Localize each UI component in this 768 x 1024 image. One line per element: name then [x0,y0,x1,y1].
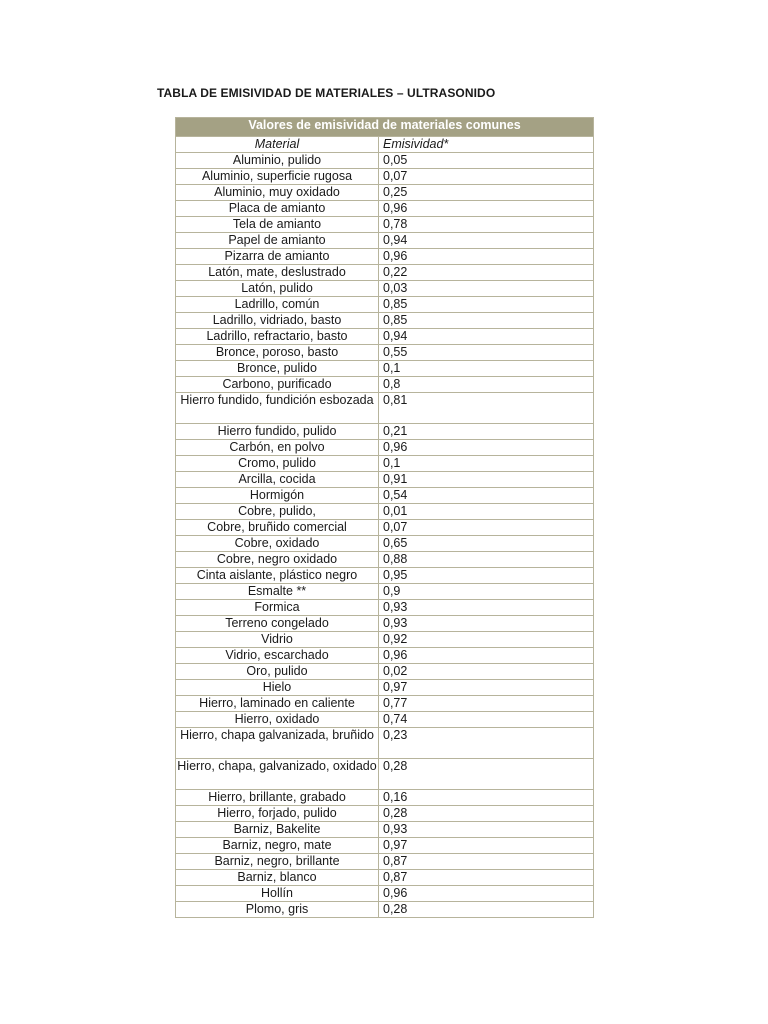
material-cell: Hormigón [176,488,379,504]
emissivity-cell: 0,88 [379,552,594,568]
emissivity-cell: 0,91 [379,472,594,488]
table-row [176,329,594,345]
emissivity-cell: 0,9 [379,584,594,600]
header-emissivity: Emisividad* [379,137,594,153]
emissivity-cell: 0,92 [379,632,594,648]
table-row [176,217,594,233]
table-row [176,616,594,632]
material-cell: Papel de amianto [176,233,379,249]
emissivity-cell: 0,02 [379,664,594,680]
material-cell: Aluminio, pulido [176,153,379,169]
emissivity-cell: 0,77 [379,696,594,712]
emissivity-cell: 0,95 [379,568,594,584]
material-cell: Pizarra de amianto [176,249,379,265]
table-row [176,297,594,313]
emissivity-cell: 0,22 [379,265,594,281]
table-row [176,377,594,393]
table-row [176,393,594,424]
table-row [176,313,594,329]
document-title: TABLA DE EMISIVIDAD DE MATERIALES – ULTRASONIDO [157,86,496,100]
emissivity-cell: 0,28 [379,759,594,790]
material-cell: Latón, pulido [176,281,379,297]
emissivity-cell: 0,16 [379,790,594,806]
material-cell: Cromo, pulido [176,456,379,472]
material-cell: Ladrillo, refractario, basto [176,329,379,345]
table-row [176,584,594,600]
material-cell: Vidrio, escarchado [176,648,379,664]
table-row [176,552,594,568]
material-cell: Cinta aislante, plástico negro [176,568,379,584]
emissivity-cell: 0,78 [379,217,594,233]
material-cell: Barniz, negro, mate [176,838,379,854]
emissivity-cell: 0,87 [379,854,594,870]
table-row [176,822,594,838]
table-row [176,886,594,902]
material-cell: Cobre, pulido, [176,504,379,520]
material-cell: Barniz, negro, brillante [176,854,379,870]
emissivity-cell: 0,23 [379,728,594,759]
material-cell: Hierro fundido, pulido [176,424,379,440]
table-row [176,902,594,918]
emissivity-cell: 0,8 [379,377,594,393]
table-row [176,790,594,806]
material-cell: Bronce, poroso, basto [176,345,379,361]
material-cell: Formica [176,600,379,616]
material-cell: Cobre, negro oxidado [176,552,379,568]
emissivity-cell: 0,28 [379,902,594,918]
table-row [176,632,594,648]
emissivity-cell: 0,21 [379,424,594,440]
table-row [176,854,594,870]
material-cell: Latón, mate, deslustrado [176,265,379,281]
material-cell: Hierro fundido, fundición esbozada [176,393,379,424]
table-row [176,472,594,488]
emissivity-cell: 0,96 [379,886,594,902]
emissivity-cell: 0,74 [379,712,594,728]
emissivity-cell: 0,54 [379,488,594,504]
table-row [176,664,594,680]
emissivity-cell: 0,96 [379,201,594,217]
table-row [176,838,594,854]
material-cell: Hierro, oxidado [176,712,379,728]
table-header-row [176,137,594,153]
emissivity-cell: 0,65 [379,536,594,552]
table-row [176,456,594,472]
table-row [176,153,594,169]
material-cell: Carbón, en polvo [176,440,379,456]
emissivity-cell: 0,93 [379,600,594,616]
table-row [176,696,594,712]
table-row [176,600,594,616]
material-cell: Hierro, forjado, pulido [176,806,379,822]
material-cell: Placa de amianto [176,201,379,217]
table-row [176,870,594,886]
table-row [176,233,594,249]
material-cell: Hierro, chapa galvanizada, bruñido [176,728,379,759]
table-row [176,440,594,456]
table-row [176,169,594,185]
emissivity-cell: 0,07 [379,520,594,536]
material-cell: Plomo, gris [176,902,379,918]
material-cell: Esmalte ** [176,584,379,600]
material-cell: Bronce, pulido [176,361,379,377]
table-row [176,759,594,790]
table-row [176,265,594,281]
table-row [176,728,594,759]
material-cell: Barniz, Bakelite [176,822,379,838]
table-row [176,488,594,504]
table-row [176,520,594,536]
emissivity-cell: 0,28 [379,806,594,822]
emissivity-cell: 0,85 [379,313,594,329]
material-cell: Barniz, blanco [176,870,379,886]
material-cell: Hierro, brillante, grabado [176,790,379,806]
table-row [176,806,594,822]
emissivity-cell: 0,94 [379,329,594,345]
table-body [176,153,594,918]
emissivity-cell: 0,96 [379,249,594,265]
emissivity-cell: 0,87 [379,870,594,886]
emissivity-cell: 0,05 [379,153,594,169]
material-cell: Hierro, chapa, galvanizado, oxidado [176,759,379,790]
table-row [176,281,594,297]
emissivity-table [175,117,594,918]
material-cell: Vidrio [176,632,379,648]
emissivity-cell: 0,93 [379,822,594,838]
emissivity-cell: 0,85 [379,297,594,313]
table-banner-row [176,118,594,137]
emissivity-cell: 0,55 [379,345,594,361]
table-row [176,536,594,552]
emissivity-cell: 0,94 [379,233,594,249]
emissivity-cell: 0,03 [379,281,594,297]
material-cell: Arcilla, cocida [176,472,379,488]
emissivity-cell: 0,1 [379,456,594,472]
table-row [176,345,594,361]
table-row [176,568,594,584]
material-cell: Ladrillo, vidriado, basto [176,313,379,329]
material-cell: Tela de amianto [176,217,379,233]
emissivity-cell: 0,96 [379,648,594,664]
material-cell: Hierro, laminado en caliente [176,696,379,712]
emissivity-cell: 0,93 [379,616,594,632]
table-row [176,680,594,696]
table-row [176,185,594,201]
material-cell: Aluminio, muy oxidado [176,185,379,201]
material-cell: Cobre, oxidado [176,536,379,552]
material-cell: Ladrillo, común [176,297,379,313]
table-row [176,249,594,265]
material-cell: Terreno congelado [176,616,379,632]
header-material: Material [176,137,379,153]
material-cell: Hollín [176,886,379,902]
material-cell: Oro, pulido [176,664,379,680]
table-row [176,424,594,440]
emissivity-cell: 0,07 [379,169,594,185]
emissivity-cell: 0,81 [379,393,594,424]
table-row [176,504,594,520]
emissivity-cell: 0,96 [379,440,594,456]
emissivity-cell: 0,97 [379,838,594,854]
emissivity-cell: 0,97 [379,680,594,696]
emissivity-cell: 0,1 [379,361,594,377]
material-cell: Aluminio, superficie rugosa [176,169,379,185]
table-row [176,201,594,217]
material-cell: Carbono, purificado [176,377,379,393]
table-row [176,361,594,377]
emissivity-cell: 0,25 [379,185,594,201]
emissivity-cell: 0,01 [379,504,594,520]
table-banner: Valores de emisividad de materiales comunes [176,118,594,137]
table-row [176,712,594,728]
table-row [176,648,594,664]
material-cell: Cobre, bruñido comercial [176,520,379,536]
material-cell: Hielo [176,680,379,696]
